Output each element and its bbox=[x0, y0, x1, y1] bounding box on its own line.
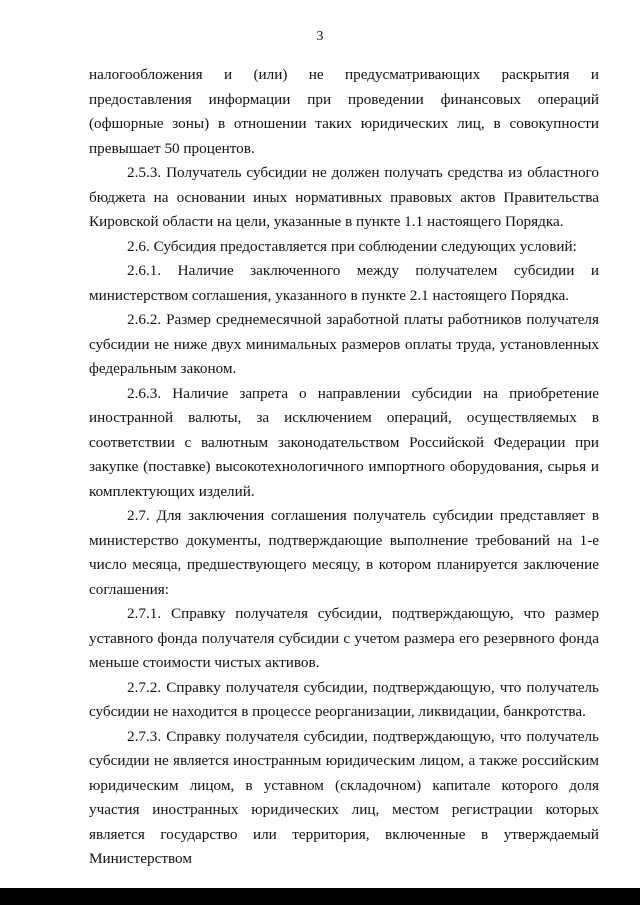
paragraph-2-6-2: 2.6.2. Размер среднемесячной заработной платы работников получателя субсидии не ниже двух минимальных размеров оплаты труда, установленных федеральным законом. bbox=[89, 311, 599, 377]
paragraph-2-6-3: 2.6.3. Наличие запрета о направлении субсидии на приобретение иностранной валюты, за исключением операций, осуществляемых в соответствии с валютным законодательством Российской Федерации при закупке (поставке) высокотехнологичного импортного оборудования, сырья и комплектующих изделий. bbox=[89, 384, 599, 500]
document-body bbox=[89, 63, 599, 872]
paragraph-2-6-1: 2.6.1. Наличие заключенного между получателем субсидии и министерством соглашения, указанного в пункте 2.1 настоящего Порядка. bbox=[89, 262, 599, 304]
scan-edge-bar bbox=[0, 888, 640, 905]
paragraph-2-7-3: 2.7.3. Справку получателя субсидии, подтверждающую, что получатель субсидии не является иностранным юридическим лицом, а также российским юридическим лицом, в уставном (складочном) капитале которого доля участия иностранных юридических лиц, местом регистрации которых является государство или территория, включенные в утверждаемый Министерством bbox=[89, 727, 599, 867]
paragraph-2-7-2: 2.7.2. Справку получателя субсидии, подтверждающую, что получатель субсидии не находится в процессе реорганизации, ликвидации, банкротства. bbox=[89, 678, 599, 720]
paragraph-2-6: 2.6. Субсидия предоставляется при соблюдении следующих условий: bbox=[127, 237, 577, 255]
page-number: 3 bbox=[316, 29, 324, 44]
paragraph-continuation: налогообложения и (или) не предусматривающих раскрытия и предоставления информации при проведении финансовых операций (офшорные зоны) в отношении таких юридических лиц, в совокупности превышает 50 процентов. bbox=[89, 66, 599, 157]
paragraph-2-7-1: 2.7.1. Справку получателя субсидии, подтверждающую, что размер уставного фонда получателя субсидии с учетом размера его резервного фонда меньше стоимости чистых активов. bbox=[89, 605, 599, 671]
paragraph-2-7: 2.7. Для заключения соглашения получатель субсидии представляет в министерство документы, подтверждающие выполнение требований на 1-е число месяца, предшествующего месяцу, в котором планируется заключение соглашения: bbox=[89, 507, 599, 598]
paragraph-2-5-3: 2.5.3. Получатель субсидии не должен получать средства из областного бюджета на основании иных нормативных правовых актов Правительства Кировской области на цели, указанные в пункте 1.1 настоящего Порядка. bbox=[89, 164, 599, 230]
